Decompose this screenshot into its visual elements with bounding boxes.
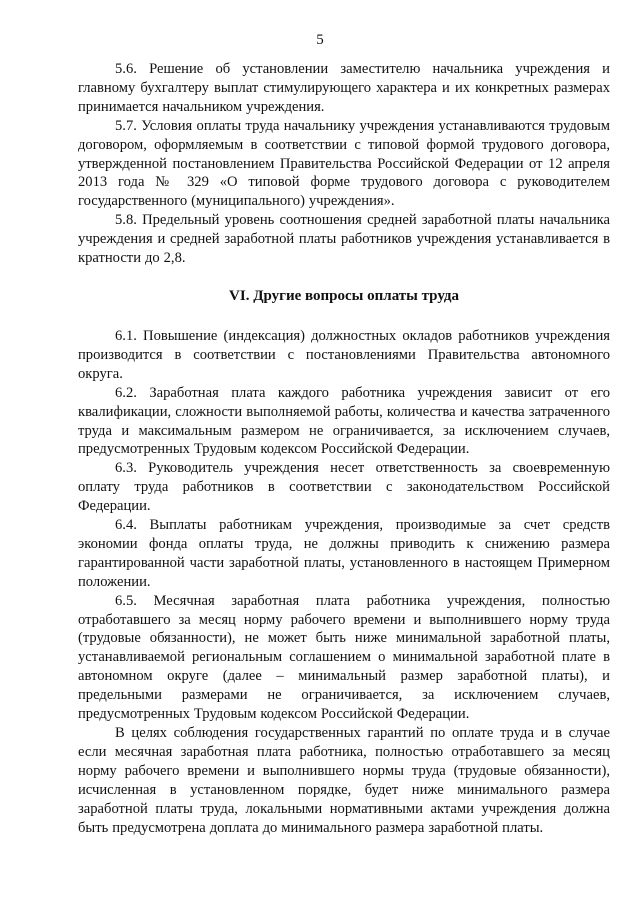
paragraph-6-2: 6.2. Заработная плата каждого работника учреждения зависит от его квалификации, сложности выполняемой работы, количества и качества затраченного труда и максимальным размером не ограничивается, за исключением случаев, предусмотренных Трудовым кодексом Российской Федерации. (78, 384, 610, 458)
paragraph-5-8: 5.8. Предельный уровень соотношения средней заработной платы начальника учреждения и средней заработной платы работников учреждения устанавливается в кратности до 2,8. (78, 212, 610, 267)
paragraph-6-1: 6.1. Повышение (индексация) должностных окладов работников учреждения производится в соответствии с постановлениями Правительства автономного округа. (78, 327, 610, 382)
paragraph-5-7: 5.7. Условия оплаты труда начальнику учреждения устанавливаются трудовым договором, оформляемым в соответствии с типовой формой трудового договора, утвержденной постановлением Правительства Российской Федерации от 12 апреля 2013 года № 329 «О типовой форме трудового договора с руководителем государственного (муниципального) учреждения». (78, 117, 610, 210)
paragraph-6-5-continuation: В целях соблюдения государственных гарантий по оплате труда и в случае если месячная заработная плата работника, полностью отработавшего за месяц норму рабочего времени и выполнившего нормы труда (трудовые обязанности), исчисленная в установленном порядке, будет ниже минимального размера заработной платы труда, локальными нормативными актами учреждения должна быть предусмотрена доплата до минимального размера заработной платы. (78, 725, 610, 836)
paragraph-6-5: 6.5. Месячная заработная плата работника учреждения, полностью отработавшего за месяц норму рабочего времени и выполнившего норму труда (трудовые обязанности), не может быть ниже минимальной заработной платы, устанавливаемой региональным соглашением о минимальной заработной плате в автономном округе (далее – минимальный размер заработной платы), и предельными размерами не ограничивается, за исключением случаев, предусмотренных Трудовым кодексом Российской Федерации. (78, 592, 610, 723)
section-heading: VI. Другие вопросы оплаты труда (229, 287, 459, 304)
paragraph-6-4: 6.4. Выплаты работникам учреждения, производимые за счет средств экономии фонда оплаты труда, не должны приводить к снижению размера гарантированной части заработной платы, установленного в настоящем Примерном положении. (78, 517, 610, 590)
page-number: 5 (316, 32, 324, 48)
paragraph-5-6: 5.6. Решение об установлении заместителю начальника учреждения и главному бухгалтеру выплат стимулирующего характера и их конкретных размерах принимается начальником учреждения. (78, 61, 610, 115)
document-body (78, 60, 610, 837)
paragraph-6-3: 6.3. Руководитель учреждения несет ответственность за своевременную оплату труда работников в соответствии с законодательством Российской Федерации. (78, 460, 610, 515)
